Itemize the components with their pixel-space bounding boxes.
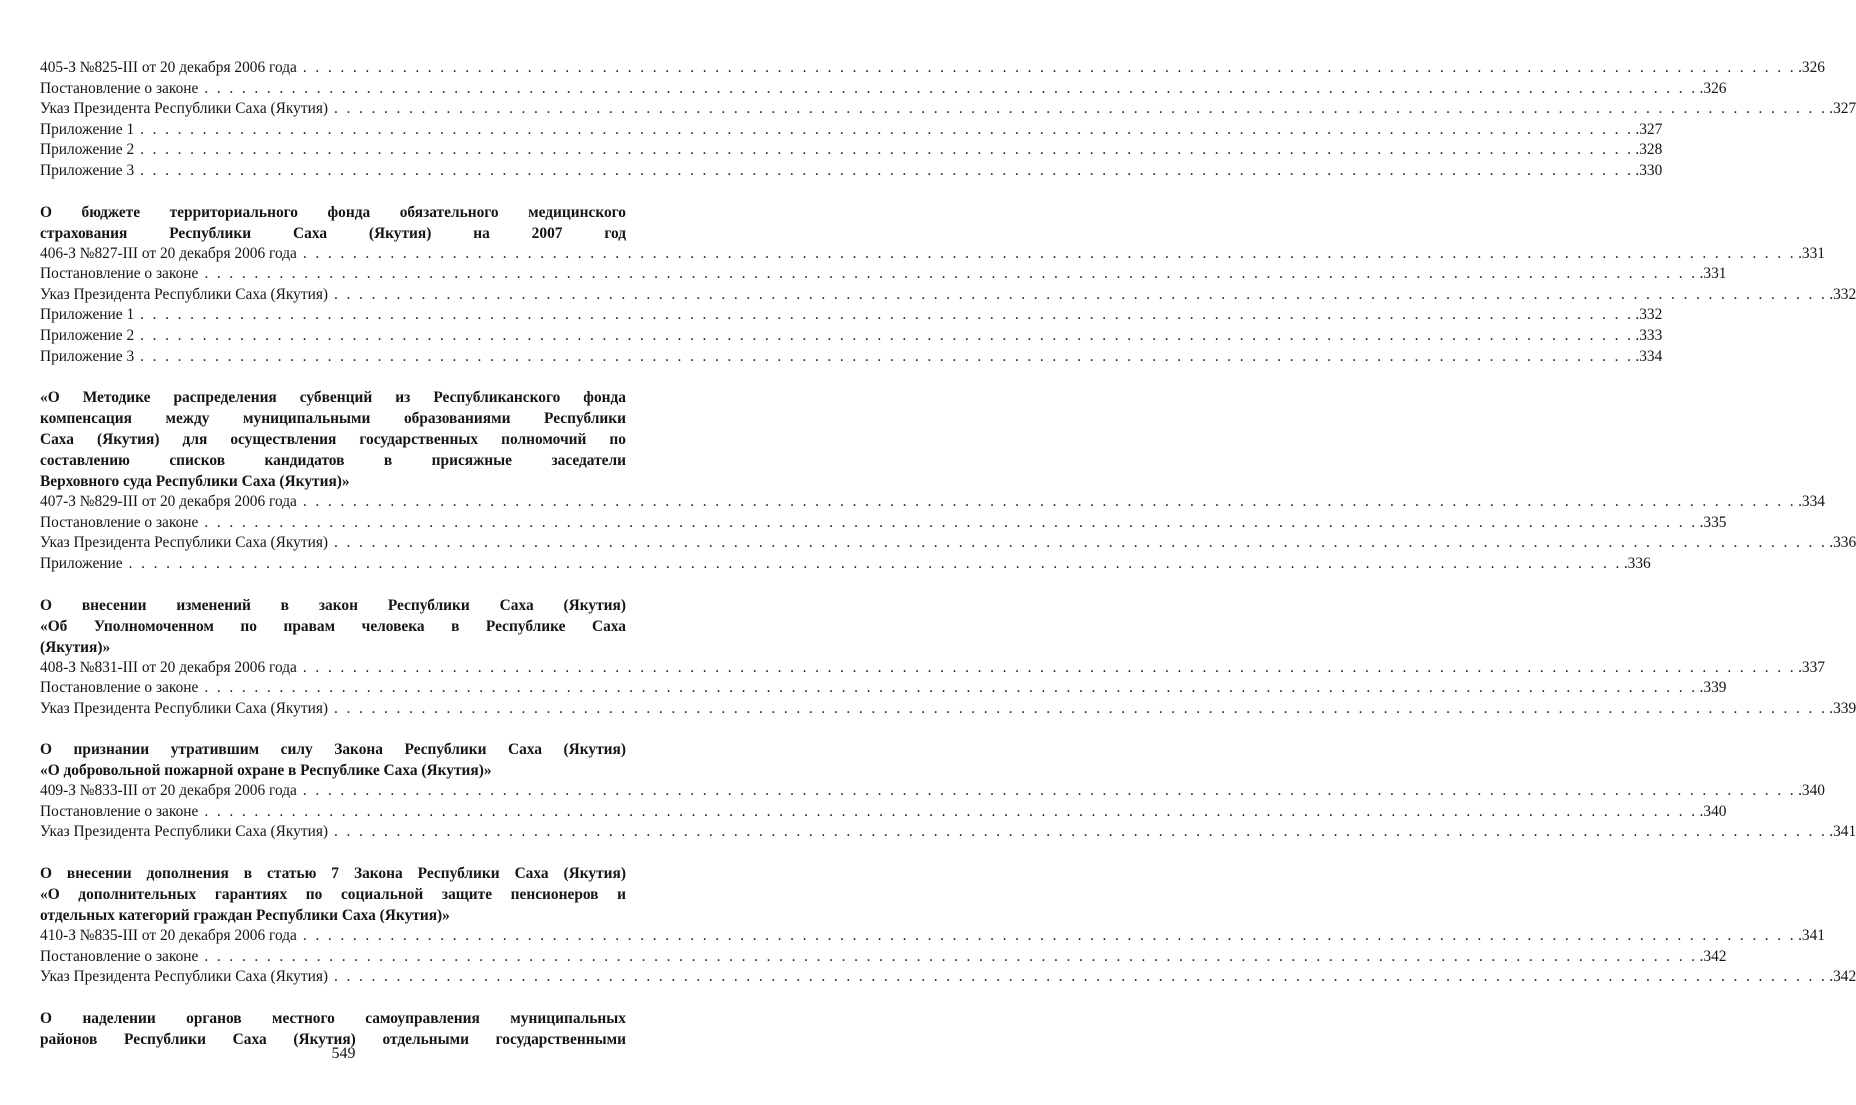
toc-entry[interactable] (40, 822, 1856, 843)
toc-entry[interactable] (40, 305, 1663, 326)
toc-entry[interactable] (40, 326, 1663, 347)
toc-entry[interactable] (40, 244, 1825, 265)
section-title-line: «Об Уполномоченном по правам человека в Республике Саха (40, 617, 626, 635)
dot-leader: . . . . . . . . . . . . . . . . . . . . . . . . . . . . . . . . . . . . . . . . . . . . . . . . . . . . . . . . . . . . . . . . . . . . . . . . . . . . . . . . . . . . . . . . . . . . . . . . . . . . . . . . . . . . . . . . . . . . . . . . (302, 658, 1797, 676)
toc-entry[interactable] (40, 492, 1825, 513)
toc-entry-page: .340 (1699, 802, 1727, 820)
toc-entry-page: .332 (1829, 285, 1856, 303)
toc-section (40, 863, 1856, 988)
toc-entry-page: .334 (1798, 493, 1825, 511)
toc-entry-page: .339 (1699, 679, 1727, 697)
dot-leader: . . . . . . . . . . . . . . . . . . . . . . . . . . . . . . . . . . . . . . . . . . . . . . . . . . . . . . . . . . . . . . . . . . . . . . . . . . . . . . . . . . . . . . . . . . . . . . . . . . . . . . . . . . . . . . . . . . . . . . . . (204, 513, 1698, 531)
toc-entry[interactable] (40, 554, 1651, 575)
toc-entry[interactable] (40, 699, 1856, 720)
toc-entry[interactable] (40, 140, 1663, 161)
dot-leader: . . . . . . . . . . . . . . . . . . . . . . . . . . . . . . . . . . . . . . . . . . . . . . . . . . . . . . . . . . . . . . . . . . . . . . . . . . . . . . . . . . . . . . . . . . . . . . . . . . . . . . . . . . . . . . . . . . . . . . . . (334, 699, 1828, 717)
toc-entry-page: .336 (1829, 534, 1856, 552)
section-title-line: страхования Республики Саха (Якутия) на 2007 год (40, 224, 626, 242)
toc-section (40, 58, 1856, 182)
toc-entry-page: .327 (1635, 120, 1663, 138)
section-title-line: отдельных категорий граждан Республики Саха (Якутия)» (40, 907, 450, 925)
toc-entry-page: .327 (1829, 100, 1856, 118)
toc-entry-page: .331 (1699, 265, 1727, 283)
toc-entry[interactable] (40, 513, 1727, 534)
toc-entry[interactable] (40, 264, 1727, 285)
section-title (40, 387, 626, 492)
section-title-line: «О добровольной пожарной охране в Республике Саха (Якутия)» (40, 762, 492, 780)
toc-entry-label: 410-З №835-III от 20 декабря 2006 года (40, 927, 297, 945)
toc-entry-label: Постановление о законе (40, 513, 199, 531)
toc-entry-page: .341 (1798, 927, 1825, 945)
dot-leader: . . . . . . . . . . . . . . . . . . . . . . . . . . . . . . . . . . . . . . . . . . . . . . . . . . . . . . . . . . . . . . . . . . . . . . . . . . . . . . . . . . . . . . . . . . . . . . . . . . . . . . . . . . . . . . . . . . . . . . . . (204, 947, 1698, 965)
toc-entry-label: Указ Президента Республики Саха (Якутия) (40, 100, 329, 118)
toc-entry-label: Постановление о законе (40, 679, 199, 697)
toc-entry-label: Указ Президента Республики Саха (Якутия) (40, 823, 329, 841)
toc-entry-page: .328 (1635, 141, 1663, 159)
toc-entry[interactable] (40, 99, 1856, 120)
toc-entry-label: Приложение 3 (40, 347, 135, 365)
dot-leader: . . . . . . . . . . . . . . . . . . . . . . . . . . . . . . . . . . . . . . . . . . . . . . . . . . . . . . . . . . . . . . . . . . . . . . . . . . . . . . . . . . . . . . . . . . . . . . . . . . . . . . . . . . . . . . . . . . . . . . . . (334, 534, 1828, 552)
toc-entry[interactable] (40, 678, 1727, 699)
toc-entry-page: .326 (1798, 59, 1825, 76)
section-title (40, 739, 626, 781)
section-title-line: Верховного суда Республики Саха (Якутия)» (40, 473, 350, 491)
toc-section (40, 595, 1856, 720)
toc-entry[interactable] (40, 781, 1825, 802)
table-of-contents (40, 58, 1856, 1070)
toc-section (40, 1008, 626, 1050)
dot-leader: . . . . . . . . . . . . . . . . . . . . . . . . . . . . . . . . . . . . . . . . . . . . . . . . . . . . . . . . . . . . . . . . . . . . . . . . . . . . . . . . . . . . . . . . . . . . . . . . . . . . . . . . . . . . . . . . . . . . . . . . (302, 59, 1797, 76)
toc-entry-label: Приложение 2 (40, 326, 135, 344)
toc-entry-label: Указ Президента Республики Саха (Якутия) (40, 968, 329, 986)
dot-leader: . . . . . . . . . . . . . . . . . . . . . . . . . . . . . . . . . . . . . . . . . . . . . . . . . . . . . . . . . . . . . . . . . . . . . . . . . . . . . . . . . . . . . . . . . . . . . . . . . . . . . . . . . . . . . . . . . . . . . . . . (302, 782, 1797, 800)
toc-entry-label: 408-З №831-III от 20 декабря 2006 года (40, 658, 297, 676)
toc-entry-page: .331 (1798, 244, 1825, 262)
toc-entry[interactable] (40, 120, 1663, 141)
toc-entry-label: Приложение (40, 554, 123, 572)
dot-leader: . . . . . . . . . . . . . . . . . . . . . . . . . . . . . . . . . . . . . . . . . . . . . . . . . . . . . . . . . . . . . . . . . . . . . . . . . . . . . . . . . . . . . . . . . . . . . . . . . . . . . . . . . . . . . . . . . . . . . . . . (140, 141, 1634, 159)
section-title-line: Саха (Якутия) для осуществления государственных полномочий по (40, 431, 626, 449)
toc-entry-label: 406-З №827-III от 20 декабря 2006 года (40, 244, 297, 262)
toc-entry-label: Постановление о законе (40, 802, 199, 820)
section-title-line: районов Республики Саха (Якутия) отдельными государственными (40, 1030, 626, 1048)
page-number: 549 (331, 1045, 356, 1062)
toc-entry[interactable] (40, 58, 1825, 79)
toc-entry[interactable] (40, 967, 1856, 988)
toc-entry-label: 405-З №825-III от 20 декабря 2006 года (40, 59, 297, 76)
toc-entry-label: Приложение 3 (40, 161, 135, 179)
section-title-line: О внесении дополнения в статью 7 Закона Республики Саха (Якутия) (40, 865, 626, 883)
dot-leader: . . . . . . . . . . . . . . . . . . . . . . . . . . . . . . . . . . . . . . . . . . . . . . . . . . . . . . . . . . . . . . . . . . . . . . . . . . . . . . . . . . . . . . . . . . . . . . . . . . . . . . . . . . . . . . . . . . . . . . . . (334, 823, 1828, 841)
toc-entry-label: Приложение 1 (40, 306, 135, 324)
toc-entry-label: Постановление о законе (40, 79, 199, 97)
dot-leader: . . . . . . . . . . . . . . . . . . . . . . . . . . . . . . . . . . . . . . . . . . . . . . . . . . . . . . . . . . . . . . . . . . . . . . . . . . . . . . . . . . . . . . . . . . . . . . . . . . . . . . . . . . . . . . . . . . . . . . . . (204, 802, 1698, 820)
toc-entry-page: .334 (1635, 347, 1663, 365)
toc-entry-label: Указ Президента Республики Саха (Якутия) (40, 699, 329, 717)
toc-entry-page: .326 (1699, 79, 1727, 97)
section-title-line: составлению списков кандидатов в присяжные заседатели (40, 452, 626, 470)
toc-entry-page: .333 (1635, 326, 1663, 344)
section-title-line: «О Методике распределения субвенций из Республиканского фонда (40, 389, 626, 407)
toc-entry[interactable] (40, 347, 1663, 368)
dot-leader: . . . . . . . . . . . . . . . . . . . . . . . . . . . . . . . . . . . . . . . . . . . . . . . . . . . . . . . . . . . . . . . . . . . . . . . . . . . . . . . . . . . . . . . . . . . . . . . . . . . . . . . . . . . . . . . . . . . . . . . . (140, 326, 1634, 344)
toc-entry-page: .337 (1798, 658, 1825, 676)
toc-entry-label: Постановление о законе (40, 947, 199, 965)
toc-entry[interactable] (40, 926, 1825, 947)
toc-entry[interactable] (40, 658, 1825, 679)
toc-entry[interactable] (40, 947, 1727, 968)
toc-section (40, 387, 1856, 574)
dot-leader: . . . . . . . . . . . . . . . . . . . . . . . . . . . . . . . . . . . . . . . . . . . . . . . . . . . . . . . . . . . . . . . . . . . . . . . . . . . . . . . . . . . . . . . . . . . . . . . . . . . . . . . . . . . . . . . . . . . . . . . . (204, 79, 1698, 97)
section-title (40, 863, 626, 926)
toc-entry-page: .332 (1635, 306, 1663, 324)
toc-entry-label: 407-З №829-III от 20 декабря 2006 года (40, 493, 297, 511)
toc-section (40, 739, 1856, 843)
dot-leader: . . . . . . . . . . . . . . . . . . . . . . . . . . . . . . . . . . . . . . . . . . . . . . . . . . . . . . . . . . . . . . . . . . . . . . . . . . . . . . . . . . . . . . . . . . . . . . . . . . . . . . . . . . . . . . . . . . . . . . . . (302, 927, 1797, 945)
toc-entry[interactable] (40, 533, 1856, 554)
toc-entry-page: .341 (1829, 823, 1856, 841)
section-title-line: (Якутия)» (40, 638, 111, 656)
section-title-line: О признании утратившим силу Закона Республики Саха (Якутия) (40, 741, 626, 759)
toc-section (40, 202, 1856, 368)
toc-entry-page: .339 (1829, 699, 1856, 717)
dot-leader: . . . . . . . . . . . . . . . . . . . . . . . . . . . . . . . . . . . . . . . . . . . . . . . . . . . . . . . . . . . . . . . . . . . . . . . . . . . . . . . . . . . . . . . . . . . . . . . . . . . . . . . . . . . . . . . . . . . . . . . . (302, 244, 1797, 262)
section-title-line: О наделении органов местного самоуправления муниципальных (40, 1009, 626, 1027)
dot-leader: . . . . . . . . . . . . . . . . . . . . . . . . . . . . . . . . . . . . . . . . . . . . . . . . . . . . . . . . . . . . . . . . . . . . . . . . . . . . . . . . . . . . . . . . . . . . . . . . . . . . . . . . . . . . . . . . . . . . . . . . (334, 100, 1828, 118)
toc-entry-label: 409-З №833-III от 20 декабря 2006 года (40, 782, 297, 800)
toc-entry-page: .340 (1798, 782, 1825, 800)
dot-leader: . . . . . . . . . . . . . . . . . . . . . . . . . . . . . . . . . . . . . . . . . . . . . . . . . . . . . . . . . . . . . . . . . . . . . . . . . . . . . . . . . . . . . . . . . . . . . . . . . . . . . . . . . . . . . . . . . . . . . . . . (140, 347, 1634, 365)
dot-leader: . . . . . . . . . . . . . . . . . . . . . . . . . . . . . . . . . . . . . . . . . . . . . . . . . . . . . . . . . . . . . . . . . . . . . . . . . . . . . . . . . . . . . . . . . . . . . . . . . . . . . . . . . . . . . . . . . . . . . . . . (140, 120, 1634, 138)
toc-entry[interactable] (40, 79, 1727, 100)
dot-leader: . . . . . . . . . . . . . . . . . . . . . . . . . . . . . . . . . . . . . . . . . . . . . . . . . . . . . . . . . . . . . . . . . . . . . . . . . . . . . . . . . . . . . . . . . . . . . . . . . . . . . . . . . . . . . . . . . . . . . . . . (334, 285, 1828, 303)
toc-entry-page: .336 (1623, 554, 1651, 572)
section-title-line: «О дополнительных гарантиях по социальной защите пенсионеров и (40, 886, 626, 904)
section-title (40, 595, 626, 658)
toc-entry-page: .342 (1829, 968, 1856, 986)
toc-entry[interactable] (40, 285, 1856, 306)
section-title (40, 1008, 626, 1050)
dot-leader: . . . . . . . . . . . . . . . . . . . . . . . . . . . . . . . . . . . . . . . . . . . . . . . . . . . . . . . . . . . . . . . . . . . . . . . . . . . . . . . . . . . . . . . . . . . . . . . . . . . . . . . . . . . . . . . . . . . . . . . . (140, 306, 1634, 324)
toc-entry-label: Приложение 2 (40, 141, 135, 159)
toc-entry[interactable] (40, 161, 1663, 182)
toc-entry-page: .342 (1699, 947, 1727, 965)
section-title-line: компенсация между муниципальными образованиями Республики (40, 410, 626, 428)
dot-leader: . . . . . . . . . . . . . . . . . . . . . . . . . . . . . . . . . . . . . . . . . . . . . . . . . . . . . . . . . . . . . . . . . . . . . . . . . . . . . . . . . . . . . . . . . . . . . . . . . . . . . . . . . . . . . . . . . . . . . . . . (204, 679, 1698, 697)
section-title-line: О бюджете территориального фонда обязательного медицинского (40, 203, 626, 221)
section-title-line: О внесении изменений в закон Республики Саха (Якутия) (40, 596, 626, 614)
dot-leader: . . . . . . . . . . . . . . . . . . . . . . . . . . . . . . . . . . . . . . . . . . . . . . . . . . . . . . . . . . . . . . . . . . . . . . . . . . . . . . . . . . . . . . . . . . . . . . . . . . . . . . . . . . . . . . . . . . . . . . . . (204, 265, 1698, 283)
dot-leader: . . . . . . . . . . . . . . . . . . . . . . . . . . . . . . . . . . . . . . . . . . . . . . . . . . . . . . . . . . . . . . . . . . . . . . . . . . . . . . . . . . . . . . . . . . . . . . . . . . . . . . . . . . . . . . . . . . . . . . . . (302, 493, 1797, 511)
toc-entry-label: Постановление о законе (40, 265, 199, 283)
toc-entry[interactable] (40, 802, 1727, 823)
toc-entry-page: .335 (1699, 513, 1727, 531)
dot-leader: . . . . . . . . . . . . . . . . . . . . . . . . . . . . . . . . . . . . . . . . . . . . . . . . . . . . . . . . . . . . . . . . . . . . . . . . . . . . . . . . . . . . . . . . . . . . . . . . . . . . . . . . . . . . . . . . . . . . . . . . (140, 161, 1634, 179)
dot-leader: . . . . . . . . . . . . . . . . . . . . . . . . . . . . . . . . . . . . . . . . . . . . . . . . . . . . . . . . . . . . . . . . . . . . . . . . . . . . . . . . . . . . . . . . . . . . . . . . . . . . . . . . . . . . . . . . . . . . . . . . (334, 968, 1828, 986)
toc-entry-label: Указ Президента Республики Саха (Якутия) (40, 534, 329, 552)
dot-leader: . . . . . . . . . . . . . . . . . . . . . . . . . . . . . . . . . . . . . . . . . . . . . . . . . . . . . . . . . . . . . . . . . . . . . . . . . . . . . . . . . . . . . . . . . . . . . . . . . . . . . . . . . . . . . . . . . . . . . . . . (128, 554, 1622, 572)
toc-entry-label: Приложение 1 (40, 120, 135, 138)
section-title (40, 202, 626, 244)
toc-entry-page: .330 (1635, 161, 1663, 179)
toc-entry-label: Указ Президента Республики Саха (Якутия) (40, 285, 329, 303)
